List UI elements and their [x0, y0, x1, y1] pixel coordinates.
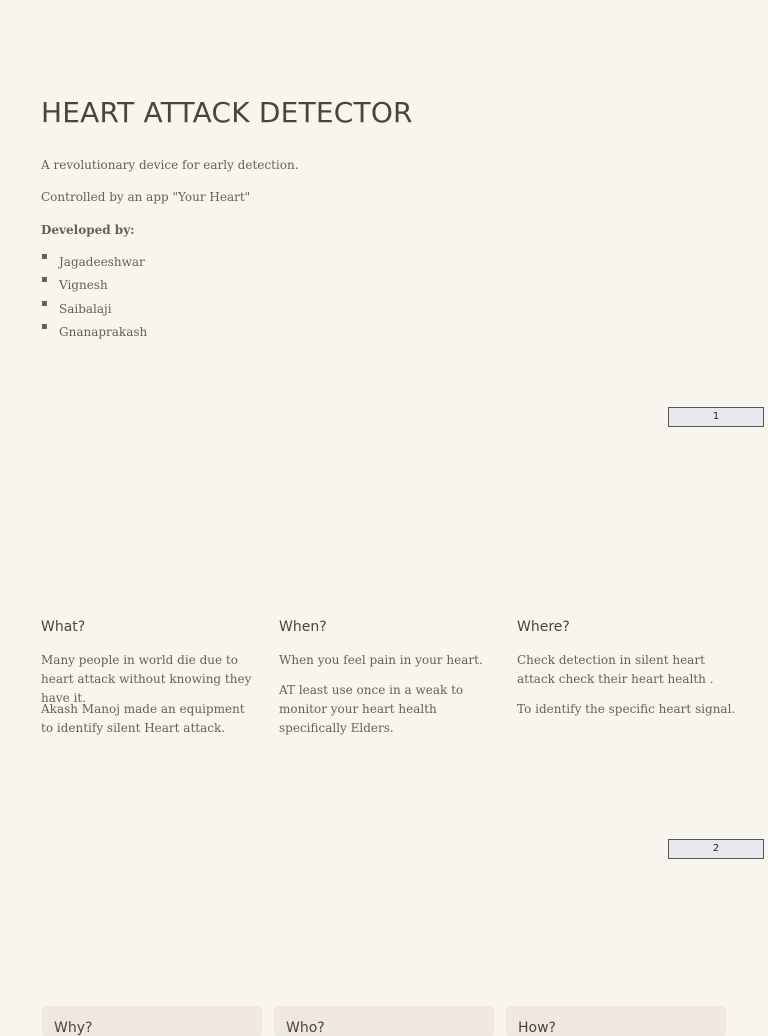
- column-paragraph: To identify the specific heart signal.: [517, 702, 736, 716]
- developer-name: Vignesh: [59, 278, 108, 293]
- card-heading: Why?: [54, 1020, 93, 1036]
- bullet-icon: ▪: [41, 320, 48, 332]
- card-heading: Who?: [286, 1020, 325, 1036]
- column-heading: What?: [41, 619, 86, 635]
- how-card: [506, 1006, 726, 1036]
- column-paragraph: Check detection in silent heart attack check their heart health .: [517, 653, 714, 686]
- column-paragraph: Akash Manoj made an equipment to identify silent Heart attack.: [41, 702, 245, 735]
- why-card: [42, 1006, 262, 1036]
- column-paragraph: When you feel pain in your heart.: [279, 653, 483, 667]
- who-card: [274, 1006, 494, 1036]
- bullet-icon: ▪: [41, 297, 48, 309]
- bullet-icon: ▪: [41, 251, 48, 262]
- page-number-box: 1: [668, 407, 764, 427]
- card-heading: How?: [518, 1020, 556, 1036]
- developer-name: Saibalaji: [59, 301, 112, 316]
- developer-list: [41, 251, 148, 348]
- column-paragraph: AT least use once in a weak to monitor your heart health specifically Elders.: [279, 683, 464, 735]
- page-number-box: 2: [668, 839, 764, 859]
- column-heading: When?: [279, 619, 327, 635]
- developer-name: Jagadeeshwar: [59, 255, 145, 269]
- when-column: [279, 619, 494, 738]
- what-column: [41, 619, 256, 735]
- description-text: A revolutionary device for early detection.: [41, 158, 299, 172]
- app-text: Controlled by an app "Your Heart": [41, 190, 251, 204]
- developer-name: Gnanaprakash: [59, 324, 148, 339]
- column-heading: Where?: [517, 619, 570, 635]
- column-paragraph: Many people in world die due to heart attack without knowing they have it.: [41, 653, 252, 705]
- list-item: [41, 274, 147, 301]
- list-item: [41, 297, 147, 325]
- list-item: [41, 251, 147, 278]
- list-item: [41, 320, 148, 348]
- developed-by-label: Developed by:: [41, 223, 135, 237]
- page-title: HEART ATTACK DETECTOR: [41, 96, 413, 129]
- where-column: [517, 619, 739, 719]
- bullet-icon: ▪: [41, 274, 48, 286]
